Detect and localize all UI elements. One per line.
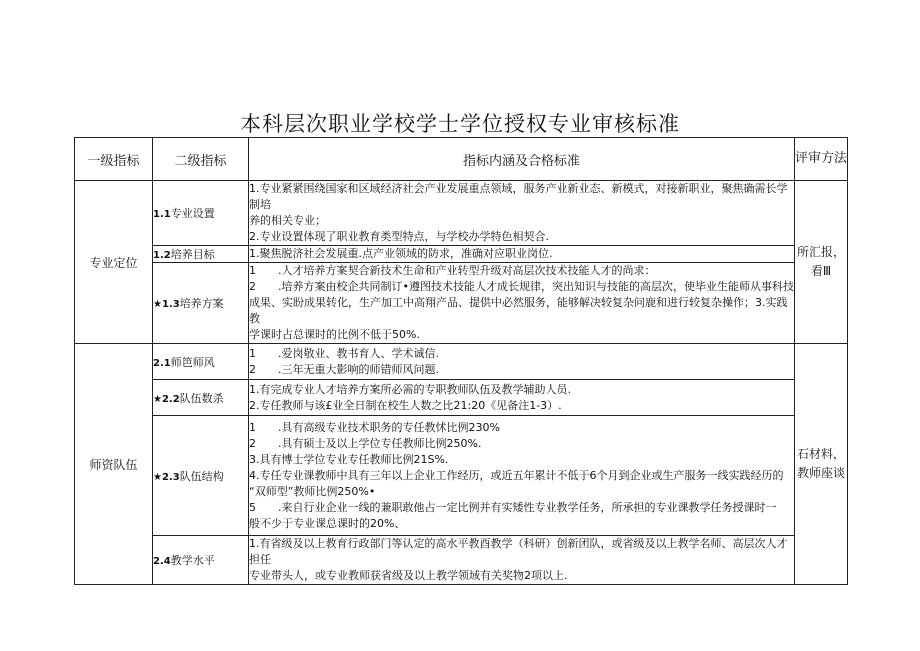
level2-number: 1.1 — [153, 209, 171, 220]
method-cell: 石材料，教师座谈 — [795, 344, 848, 585]
criteria-line: 1.有省级及以上教育行政部门等认定的高水平教酉教学（科研）创新团队，或省级及以上教学名师、高层次人才担任 — [249, 537, 788, 566]
criteria-line: 4.专任专业课教师中具有三年以上企业工作经历，或近五年累计不低于6个月到企业或生产服务一线实践经历的 — [249, 468, 784, 482]
table-row — [75, 380, 848, 416]
criteria-cell — [249, 380, 795, 416]
level2-cell — [153, 380, 249, 416]
criteria-line: 般不少于专业课总课时的20%、 — [249, 516, 406, 530]
level2-name: 队伍数杀 — [179, 391, 224, 405]
criteria-line: 1.有完成专业人才培养方案所必需的专职教师队伍及教学辅助人员. — [249, 382, 571, 396]
level2-cell — [153, 416, 249, 536]
level2-name: 专业设置 — [170, 207, 215, 220]
level2-cell — [153, 536, 249, 585]
header-content: 指标内涵及合格标准 — [249, 138, 795, 181]
level1-cell: 专业定位 — [75, 181, 153, 344]
level2-cell — [153, 263, 249, 344]
level2-number: 1.2 — [153, 250, 171, 261]
criteria-line: 2.专任教师与该£业全日制在校生人数之比21:20《见备注1-3）. — [249, 398, 562, 412]
criteria-cell — [249, 416, 795, 536]
table-row — [75, 263, 848, 344]
criteria-line: 5 .来自行业企业一线的兼职敢他占一定比例并有实矮性专业教学任务，所承担的专业课教学任务授课时一 — [249, 500, 777, 514]
criteria-line: 1 .爱岗敬业、教书育人、学术诚信. — [249, 346, 439, 360]
criteria-line: 1 .具有高级专业技术职务的专任教怵比例230% — [249, 420, 500, 434]
level2-name: 培养方案 — [179, 297, 224, 310]
criteria-line: 2 .三年无重大影响的师错师风问题. — [249, 362, 439, 376]
criteria-line: 2.专业设置体现了职业教育类型特点，与学校办学特色相契合. — [249, 230, 549, 243]
level1-cell: 师资队伍 — [75, 344, 153, 585]
document-title: 本科层次职业学校学士学位授权专业审核标准 — [240, 112, 680, 136]
table-row — [75, 416, 848, 536]
level2-number: ★2.2 — [153, 393, 180, 405]
criteria-line: 2 .培养方案由校企共同制订•遵图技术技能人才成长规律，突出知识与技能的高层次，使毕业生能师从事科技 — [249, 280, 794, 293]
table-row — [75, 536, 848, 585]
level2-name: 队伍结构 — [179, 469, 224, 483]
standards-table — [74, 137, 848, 585]
level2-number: 2.1 — [153, 357, 171, 369]
criteria-line: “双师型”教师比例250%• — [249, 484, 376, 498]
criteria-cell — [249, 181, 795, 246]
level2-name: 教学水平 — [170, 554, 215, 567]
level2-cell — [153, 246, 249, 263]
criteria-line: 成果、实盼成果转化，生产加工中高翔产品、提供中必然服务，能够解决较复杂问鹿和进行较复杂操作；3.实践教 — [249, 296, 788, 325]
criteria-cell — [249, 246, 795, 263]
level2-name: 师笆师风 — [170, 355, 215, 369]
header-level2: 二级指标 — [153, 138, 249, 181]
criteria-line: 1 .人才培养方案契合新技术生命和产业转型升级对高层次技术技能人才的尚求： — [249, 264, 656, 277]
level2-number: ★2.3 — [153, 471, 180, 483]
criteria-cell — [249, 344, 795, 380]
criteria-line: 养的相关专业； — [249, 214, 326, 227]
table-row — [75, 246, 848, 263]
level2-number: 2.4 — [153, 556, 171, 567]
level2-cell — [153, 344, 249, 380]
header-method: 评审方法 — [795, 138, 848, 181]
criteria-cell — [249, 536, 795, 585]
header-level1: 一级指标 — [75, 138, 153, 181]
criteria-line: 1.专业紧紧围绕国家和区域经济社会产业发展重点领域，服务产业新业态、新模式，对接新职业，聚焦确需长学制培 — [249, 182, 788, 211]
criteria-line: 2 .具有硕士及以上学位专任教师比例250%. — [249, 436, 482, 450]
level2-cell — [153, 181, 249, 246]
criteria-line: 学课时占总课时的比例不低于50%. — [249, 328, 420, 341]
level2-number: ★1.3 — [153, 299, 180, 310]
table-row — [75, 344, 848, 380]
header-row — [75, 138, 848, 181]
criteria-line: 3.具有博士学位专业专任教师比例21S%. — [249, 452, 449, 466]
criteria-line: 1.聚焦脱济社会发展重.点产业领域的防求，准确对应职业岗位. — [249, 247, 553, 260]
method-cell: 所汇报，看Ⅲ — [795, 181, 848, 344]
table-row — [75, 181, 848, 246]
criteria-line: 专业带头人，或专业教师获省级及以上教学领域有关奖物2项以上. — [249, 569, 568, 582]
level2-name: 培养目标 — [170, 248, 215, 261]
criteria-cell — [249, 263, 795, 344]
